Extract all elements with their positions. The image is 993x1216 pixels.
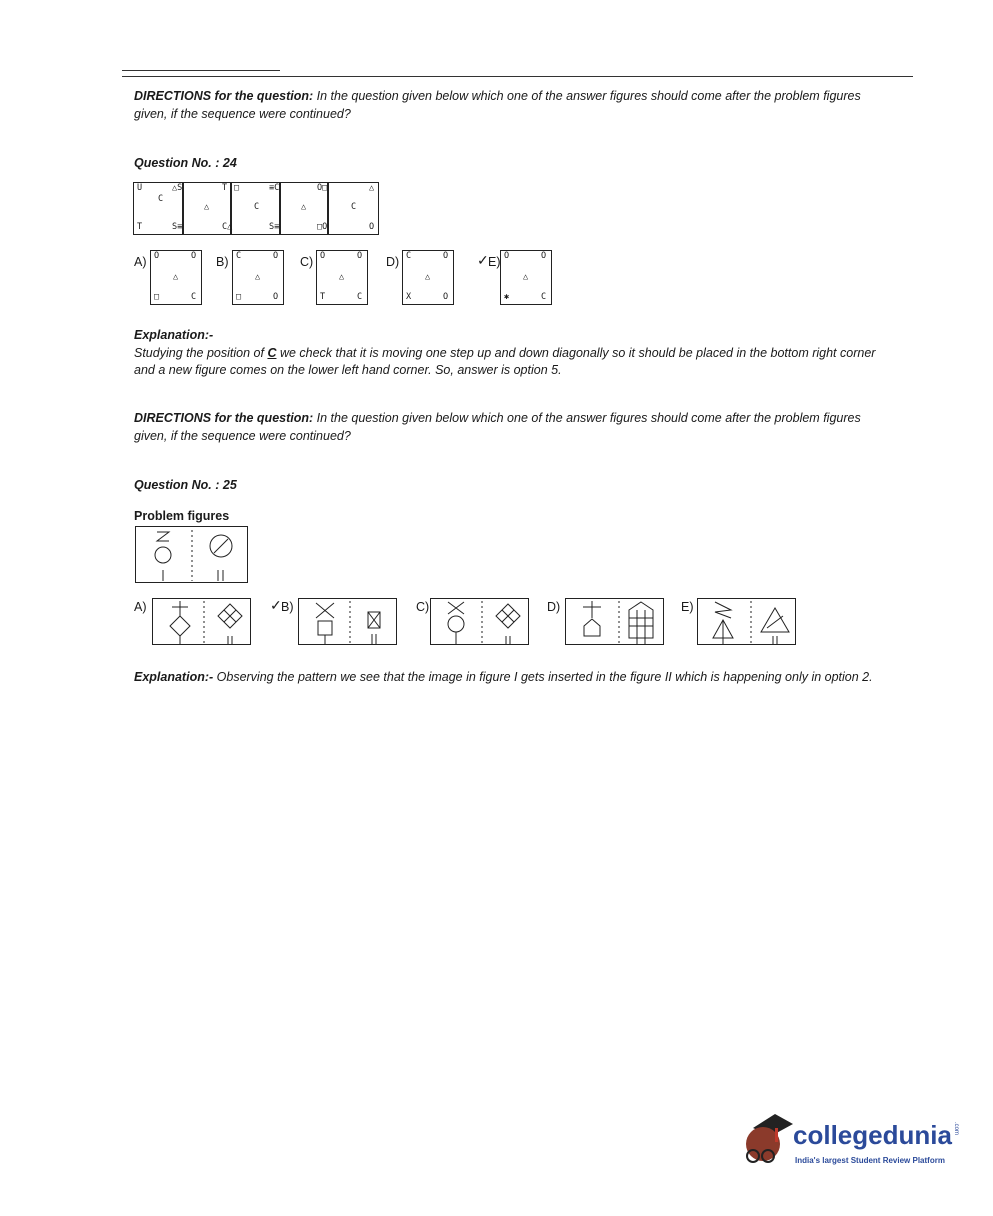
q24-explanation-pre: Studying the position of	[134, 345, 268, 360]
q25-explanation	[134, 669, 894, 687]
q24-explanation	[134, 327, 894, 380]
q24-option-e-figure[interactable]: O O △ ✱ C	[500, 250, 552, 305]
problem-figure-2: △S △ S≡	[183, 182, 231, 235]
brand-tld: .com	[953, 1122, 959, 1136]
header-rule-short	[122, 70, 280, 71]
q25-option-a-figure[interactable]	[152, 598, 251, 645]
brand-name: collegedunia	[793, 1120, 952, 1150]
option-b-label[interactable]: B)	[216, 255, 229, 269]
problem-figure-3: T □ C C△	[231, 182, 280, 235]
q24-option-b-figure[interactable]: C O △ □ O	[232, 250, 284, 305]
directions-2-label: DIRECTIONS for the question:	[134, 411, 314, 425]
option-e-label[interactable]: E)	[488, 255, 501, 269]
option-d-label[interactable]: D)	[386, 255, 400, 269]
mascot-icon	[735, 1108, 795, 1174]
problem-figure-5: O□ △ C □O O	[328, 182, 379, 235]
q24-explanation-post: we check that it is moving one step up and down diagonally so it should be placed in the bottom right corner and a new figure comes on the lower left hand corner. So, answer is option 5.	[134, 345, 876, 377]
q25-option-e-label[interactable]: E)	[681, 600, 694, 614]
directions-2-text: In the question given below which one of the answer figures should come after the problem figures given, if the sequence were continued?	[134, 411, 861, 443]
q25-option-c-label[interactable]: C)	[416, 600, 430, 614]
collegedunia-logo	[735, 1108, 965, 1178]
option-c-label[interactable]: C)	[300, 255, 314, 269]
q25-option-b-figure[interactable]	[298, 598, 397, 645]
q24-explanation-label: Explanation:-	[134, 328, 214, 342]
q24-option-c-figure[interactable]: O O △ T C	[316, 250, 368, 305]
q24-option-a-figure[interactable]: O O △ □ C	[150, 250, 202, 305]
directions-1	[134, 88, 894, 123]
q24-explanation-symbol: C	[267, 345, 277, 360]
correct-checkmark-q24: ✓	[477, 252, 489, 268]
q25-option-c-figure[interactable]	[430, 598, 529, 645]
q24-option-d-figure[interactable]: C O △ X O	[402, 250, 454, 305]
q25-explanation-label: Explanation:-	[134, 670, 214, 684]
brand-tagline: India's largest Student Review Platform	[795, 1156, 945, 1165]
q25-option-e-figure[interactable]	[697, 598, 796, 645]
problem-figures-label: Problem figures	[134, 509, 230, 523]
q25-option-d-label[interactable]: D)	[547, 600, 561, 614]
directions-1-text: In the question given below which one of the answer figures should come after the problem figures given, if the sequence were continued?	[134, 89, 861, 121]
question-25-number: Question No. : 25	[134, 478, 237, 492]
question-24-number: Question No. : 24	[134, 156, 237, 170]
q25-explanation-text: Observing the pattern we see that the image in figure I gets inserted in the figure II which is happening only in option 2.	[213, 670, 873, 684]
q25-option-d-figure[interactable]	[565, 598, 664, 645]
directions-1-label: DIRECTIONS for the question:	[134, 89, 314, 103]
directions-2	[134, 410, 894, 445]
correct-checkmark-q25: ✓	[270, 597, 282, 613]
q25-option-a-label[interactable]: A)	[134, 600, 147, 614]
problem-figure-4: ≡C △ S≡	[280, 182, 328, 235]
header-rule	[122, 76, 913, 77]
option-a-label[interactable]: A)	[134, 255, 147, 269]
q25-option-b-label[interactable]: B)	[281, 600, 294, 614]
problem-figure-1: U C T	[133, 182, 183, 235]
q25-problem-figures	[135, 526, 248, 583]
